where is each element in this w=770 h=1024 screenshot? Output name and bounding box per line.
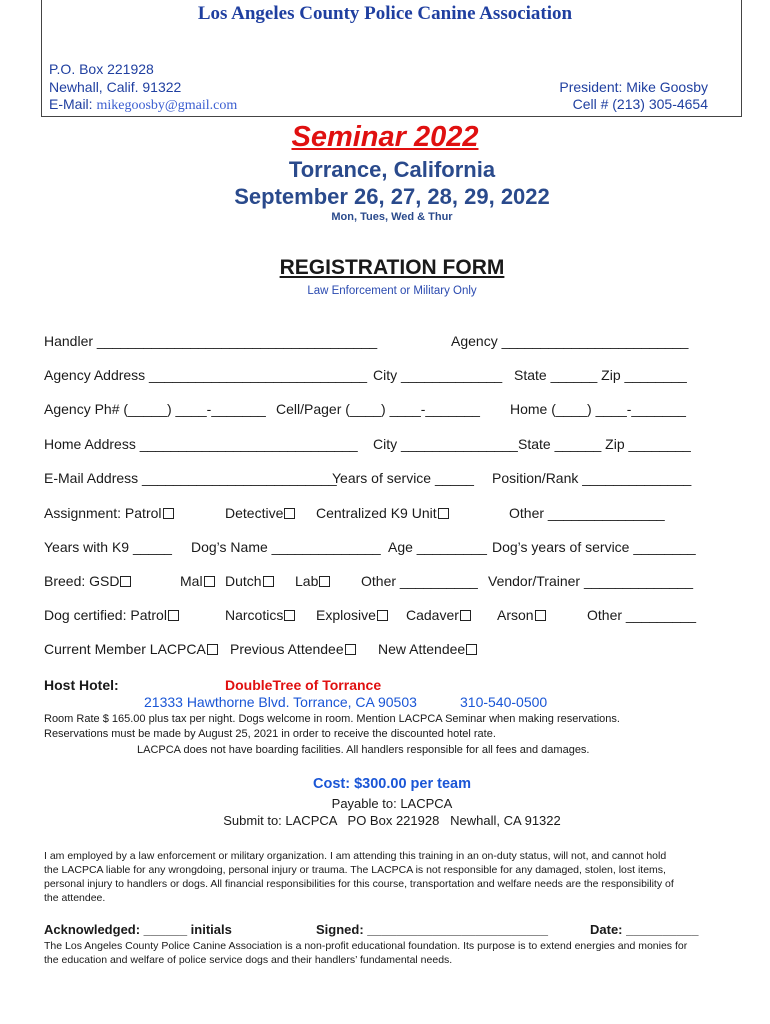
- city-field-2[interactable]: City _______________: [373, 436, 518, 452]
- detective-label: Detective: [225, 505, 284, 521]
- narcotics-label: Narcotics: [225, 607, 284, 623]
- detective-option: [225, 505, 295, 521]
- centralized-checkbox[interactable]: [438, 508, 449, 519]
- form-title: REGISTRATION FORM: [279, 256, 505, 279]
- previous-attendee-label: Previous Attendee: [230, 641, 344, 657]
- current-member-label: Current Member LACPCA: [44, 641, 206, 657]
- new-attendee-option: [378, 641, 477, 657]
- cadaver-label: Cadaver: [406, 607, 459, 623]
- new-attendee-label: New Attendee: [378, 641, 466, 657]
- assignment-patrol: [44, 505, 174, 521]
- seminar-location: Torrance, California: [288, 157, 496, 182]
- email-label: E-Mail:: [49, 96, 93, 112]
- form-subtitle: Law Enforcement or Military Only: [307, 285, 477, 297]
- certified-patrol-option: [44, 607, 179, 623]
- handler-field[interactable]: Handler ____________________________________: [44, 333, 378, 349]
- hotel-address: 21333 Hawthorne Blvd. Torrance, CA 90503: [144, 694, 417, 710]
- certified-patrol-checkbox[interactable]: [168, 610, 179, 621]
- seminar-title: Seminar 2022: [291, 121, 479, 153]
- cadaver-option: [406, 607, 471, 623]
- breed-gsd-checkbox[interactable]: [120, 576, 131, 587]
- other-breed-field[interactable]: Other __________: [361, 573, 478, 589]
- dogs-name-field[interactable]: Dog’s Name ______________: [191, 539, 381, 555]
- new-attendee-checkbox[interactable]: [466, 644, 477, 655]
- years-service-field[interactable]: Years of service _____: [332, 470, 474, 486]
- breed-gsd-label: Breed: GSD: [44, 573, 120, 589]
- org-name: Los Angeles County Police Canine Association: [197, 3, 573, 24]
- agency-phone-field[interactable]: Agency Ph# (_____) ____-_______: [44, 401, 266, 417]
- state-zip-field-2[interactable]: State ______ Zip ________: [518, 436, 691, 452]
- hotel-deadline: Reservations must be made by August 25, 2021 in order to receive the discounted hotel rate.: [44, 728, 496, 740]
- agency-address-field[interactable]: Agency Address ____________________________: [44, 367, 368, 383]
- email-address-field[interactable]: E-Mail Address _________________________: [44, 470, 337, 486]
- breed-dutch-option: [225, 573, 274, 589]
- host-hotel-label: Host Hotel:: [44, 677, 119, 693]
- city-address: Newhall, Calif. 91322: [49, 79, 182, 95]
- hotel-boarding: LACPCA does not have boarding facilities. All handlers responsible for all fees and damages.: [137, 744, 590, 756]
- current-member-option: [44, 641, 218, 657]
- explosive-checkbox[interactable]: [377, 610, 388, 621]
- seminar-days: Mon, Tues, Wed & Thur: [331, 211, 453, 223]
- hotel-name: DoubleTree of Torrance: [225, 677, 382, 693]
- explosive-label: Explosive: [316, 607, 376, 623]
- email-line: [49, 96, 237, 114]
- email-link[interactable]: mikegoosby@gmail.com: [96, 98, 238, 113]
- agency-field[interactable]: Agency ________________________: [451, 333, 689, 349]
- dogs-years-field[interactable]: Dog’s years of service ________: [492, 539, 696, 555]
- president: President: Mike Goosby: [559, 79, 708, 95]
- breed-lab-label: Lab: [295, 573, 319, 589]
- submit-to: Submit to: LACPCA PO Box 221928 Newhall, CA 91322: [223, 813, 561, 828]
- breed-mal-label: Mal: [180, 573, 203, 589]
- payable-to: Payable to: LACPCA: [331, 796, 453, 811]
- hotel-phone: 310-540-0500: [460, 694, 548, 710]
- seminar-dates: September 26, 27, 28, 29, 2022: [234, 184, 550, 209]
- disclaimer-line-4: the attendee.: [44, 892, 106, 904]
- narcotics-option: [225, 607, 295, 623]
- assignment-patrol-label: Assignment: Patrol: [44, 505, 162, 521]
- breed-mal-option: [180, 573, 215, 589]
- years-k9-field[interactable]: Years with K9 _____: [44, 539, 172, 555]
- acknowledged-field[interactable]: Acknowledged: ______ initials: [44, 922, 232, 937]
- previous-attendee-checkbox[interactable]: [345, 644, 356, 655]
- position-rank-field[interactable]: Position/Rank ______________: [492, 470, 692, 486]
- breed-mal-checkbox[interactable]: [204, 576, 215, 587]
- cadaver-checkbox[interactable]: [460, 610, 471, 621]
- home-phone-field[interactable]: Home (____) ____-_______: [510, 401, 686, 417]
- cell-number: Cell # (213) 305-4654: [572, 96, 708, 112]
- certified-patrol-label: Dog certified: Patrol: [44, 607, 167, 623]
- cost-title: Cost: $300.00 per team: [313, 776, 471, 792]
- state-zip-field-1[interactable]: State ______ Zip ________: [514, 367, 687, 383]
- signed-field[interactable]: Signed: _________________________: [316, 922, 549, 937]
- breed-lab-option: [295, 573, 330, 589]
- disclaimer-line-2: the LACPCA liable for any wrongdoing, personal injury or trauma. The LACPCA is not responsible for any damaged, stolen, lost items,: [44, 864, 666, 876]
- breed-lab-checkbox[interactable]: [319, 576, 330, 587]
- age-field[interactable]: Age _________: [388, 539, 487, 555]
- other-assignment-field[interactable]: Other _______________: [509, 505, 665, 521]
- breed-dutch-label: Dutch: [225, 573, 262, 589]
- breed-dutch-checkbox[interactable]: [263, 576, 274, 587]
- disclaimer-line-1: I am employed by a law enforcement or military organization. I am attending this training in an on-duty status, will not, and cannot hold: [44, 850, 667, 862]
- assignment-patrol-checkbox[interactable]: [163, 508, 174, 519]
- disclaimer-line-3: personal injury to handlers or dogs. All financial responsibilities for this course, transportation and welfare needs are the responsibility of: [44, 878, 674, 890]
- home-address-field[interactable]: Home Address ____________________________: [44, 436, 358, 452]
- previous-attendee-option: [230, 641, 356, 657]
- cell-pager-field[interactable]: Cell/Pager (____) ____-_______: [276, 401, 480, 417]
- hotel-rate: Room Rate $ 165.00 plus tax per night. Dogs welcome in room. Mention LACPCA Seminar when making reservations.: [44, 713, 620, 725]
- vendor-trainer-field[interactable]: Vendor/Trainer ______________: [488, 573, 693, 589]
- city-field-1[interactable]: City _____________: [373, 367, 503, 383]
- arson-option: [497, 607, 546, 623]
- breed-gsd-option: [44, 573, 131, 589]
- date-field[interactable]: Date: __________: [590, 922, 699, 937]
- current-member-checkbox[interactable]: [207, 644, 218, 655]
- centralized-label: Centralized K9 Unit: [316, 505, 437, 521]
- explosive-option: [316, 607, 388, 623]
- centralized-option: [316, 505, 449, 521]
- footer-line-1: The Los Angeles County Police Canine Association is a non-profit educational foundation. Its purpose is to extend energies and monies for: [44, 940, 688, 952]
- po-box: P.O. Box 221928: [49, 61, 154, 77]
- arson-label: Arson: [497, 607, 534, 623]
- footer-line-2: the education and welfare of police service dogs and their handlers’ fundamental needs.: [44, 954, 453, 966]
- narcotics-checkbox[interactable]: [284, 610, 295, 621]
- arson-checkbox[interactable]: [535, 610, 546, 621]
- other-cert-field[interactable]: Other _________: [587, 607, 696, 623]
- detective-checkbox[interactable]: [284, 508, 295, 519]
